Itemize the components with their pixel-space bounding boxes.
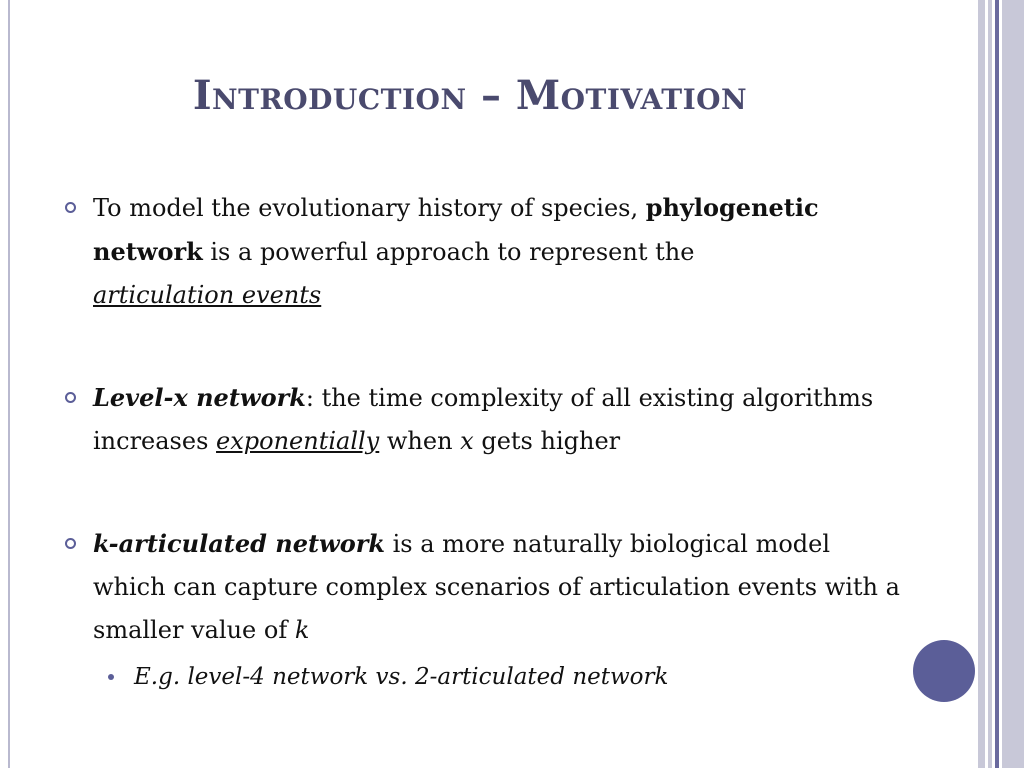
bullet-text: when (379, 427, 461, 455)
sub-bullet-text: E.g. level-4 network vs. 2-articulated network (134, 664, 669, 690)
bold-term: phylogenetic (645, 193, 819, 222)
bold-term: network (93, 237, 203, 266)
bullet-text: is a more naturally biological model which can capture complex scenarios of articulation events with a smaller value of (93, 530, 900, 644)
bullet-item (62, 376, 902, 463)
right-border-stripe (1002, 0, 1024, 768)
bullet-dot-icon (108, 674, 114, 680)
sub-bullet-item (62, 656, 902, 699)
bullet-text: To model the evolutionary history of species, (93, 194, 646, 222)
slide-title: Introduction – Motivation (192, 72, 748, 119)
right-border-stripe (978, 0, 985, 768)
bullet-item (62, 522, 902, 652)
bold-italic-term: k-articulated network (93, 529, 385, 558)
bold-italic-term: Level-x network (93, 383, 306, 412)
bullet-ring-icon (65, 202, 76, 213)
bullet-text: is a powerful approach to represent the (202, 238, 695, 266)
bullet-ring-icon (65, 392, 76, 403)
bullet-item (62, 186, 902, 317)
variable: k (294, 616, 310, 644)
underlined-term: articulation events (93, 281, 322, 309)
bullet-ring-icon (65, 538, 76, 549)
variable: x (460, 427, 474, 455)
underlined-term: exponentially (216, 427, 380, 455)
bullet-list (62, 186, 902, 699)
bullet-text: gets higher (473, 427, 621, 455)
decorative-circle (913, 640, 975, 702)
bullet-text: : the time complexity of all existing algorithms increases (93, 384, 874, 455)
